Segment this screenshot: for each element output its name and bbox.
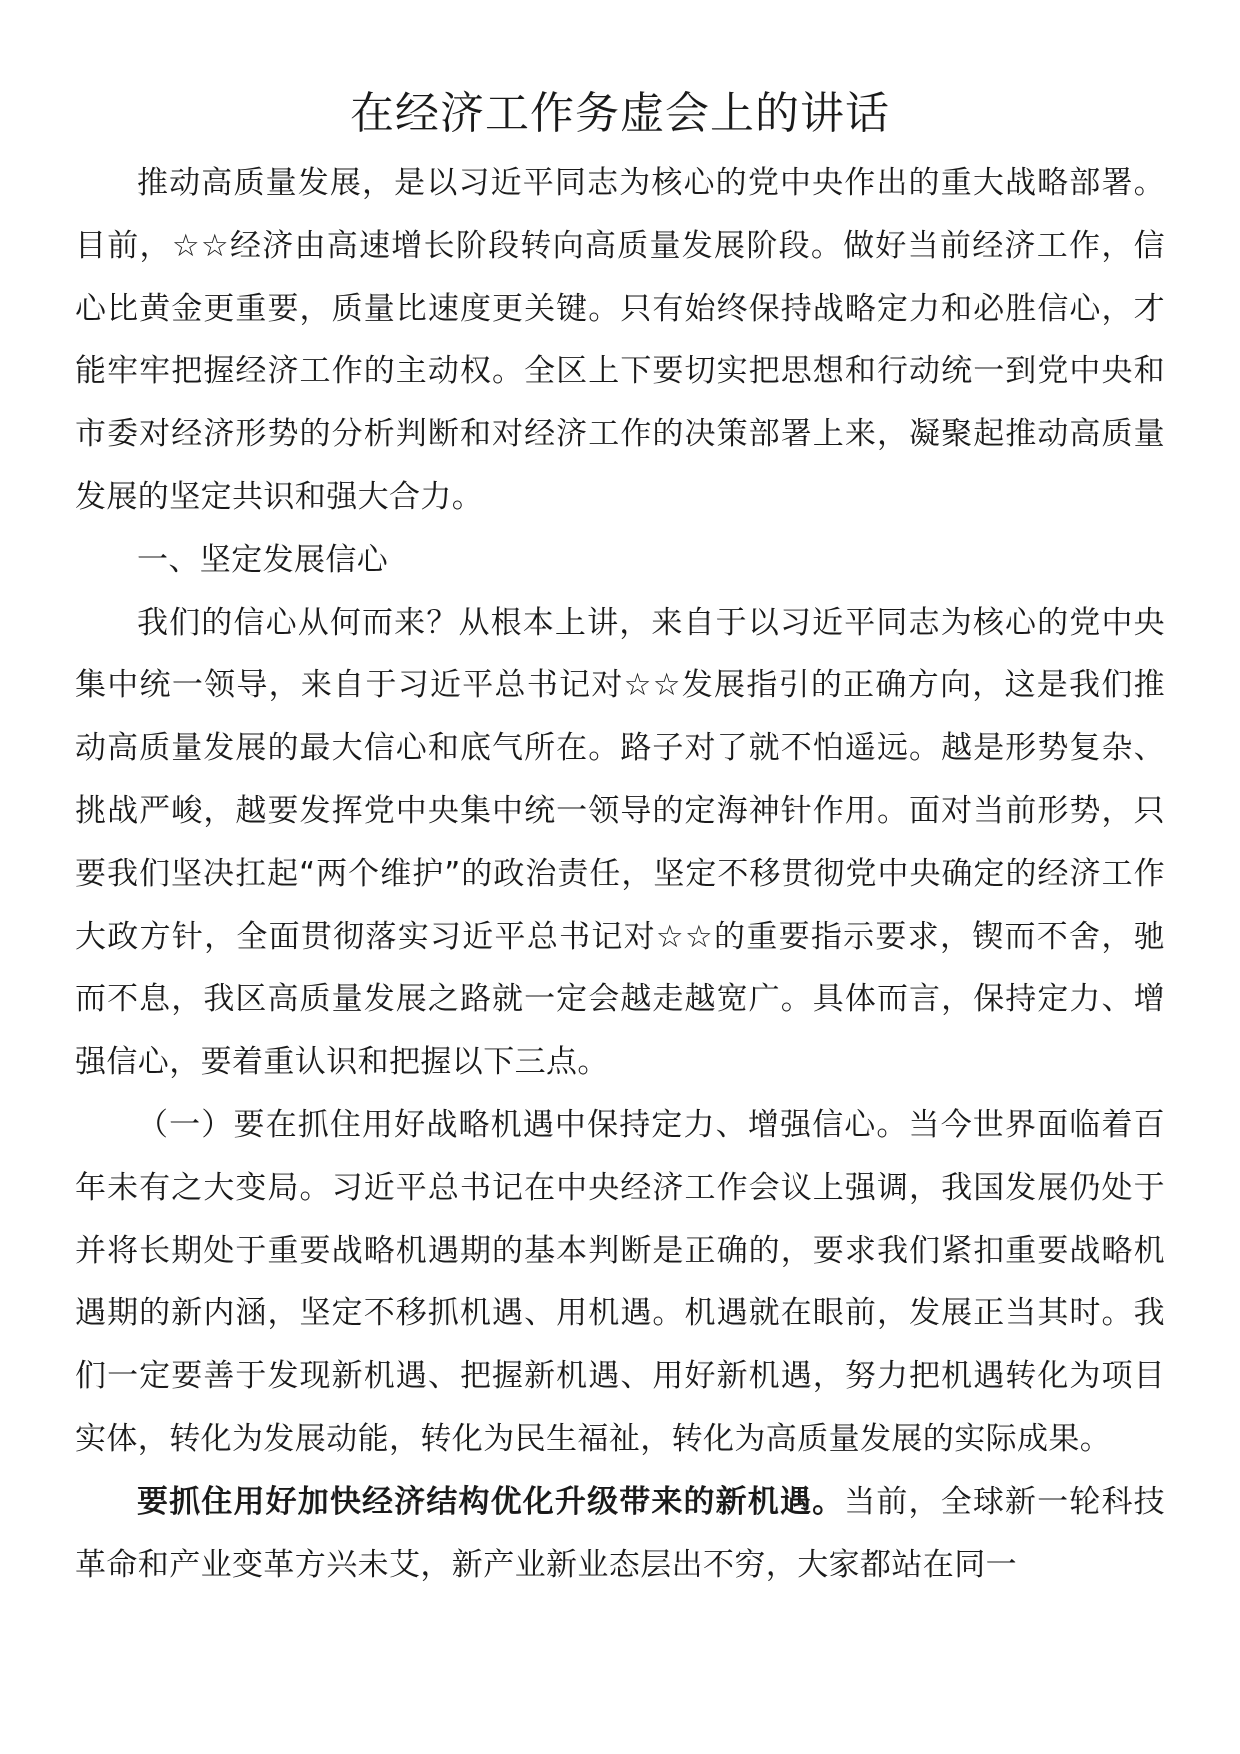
document-title: 在经济工作务虚会上的讲话	[350, 88, 890, 139]
section-heading-1: 一、坚定发展信心	[137, 541, 389, 578]
paragraph-subsection-1: （一）要在抓住用好战略机遇中保持定力、增强信心。当今世界面临着百年未有之大变局。习近平总书记在中央经济工作会议上强调，我国发展仍处于并将长期处于重要战略机遇期的基本判断是正确的，要求我们紧扣重要战略机遇期的新内涵，坚定不移抓机遇、用机遇。机遇就在眼前，发展正当其时。我们一定要善于发现新机遇、把握新机遇、用好新机遇，努力把机遇转化为项目实体，转化为发展动能，转化为民生福祉，转化为高质量发展的实际成果。	[75, 1106, 1165, 1457]
document-page	[75, 82, 1165, 1596]
paragraph-intro: 推动高质量发展，是以习近平同志为核心的党中央作出的重大战略部署。目前，☆☆经济由高速增长阶段转向高质量发展阶段。做好当前经济工作，信心比黄金更重要，质量比速度更关键。只有始终保持战略定力和必胜信心，才能牢牢把握经济工作的主动权。全区上下要切实把思想和行动统一到党中央和市委对经济形势的分析判断和对经济工作的决策部署上来，凝聚起推动高质量发展的坚定共识和强大合力。	[75, 165, 1165, 515]
bold-lead-sentence: 要抓住用好加快经济结构优化升级带来的新机遇。	[137, 1483, 845, 1520]
paragraph-opportunity	[75, 1471, 1165, 1597]
paragraph-confidence: 我们的信心从何而来？从根本上讲，来自于以习近平同志为核心的党中央集中统一领导，来自于习近平总书记对☆☆发展指引的正确方向，这是我们推动高质量发展的最大信心和底气所在。路子对了就不怕遥远。越是形势复杂、挑战严峻，越要发挥党中央集中统一领导的定海神针作用。面对当前形势，只要我们坚决扛起“两个维护”的政治责任，坚定不移贯彻党中央确定的经济工作大政方针，全面贯彻落实习近平总书记对☆☆的重要指示要求，锲而不舍，驰而不息，我区高质量发展之路就一定会越走越宽广。具体而言，保持定力、增强信心，要着重认识和把握以下三点。	[75, 604, 1165, 1081]
paragraph-opportunity-text: 当前，全球新一轮科技革命和产业变革方兴未艾，新产业新业态层出不穷，大家都站在同一	[75, 1483, 1165, 1583]
